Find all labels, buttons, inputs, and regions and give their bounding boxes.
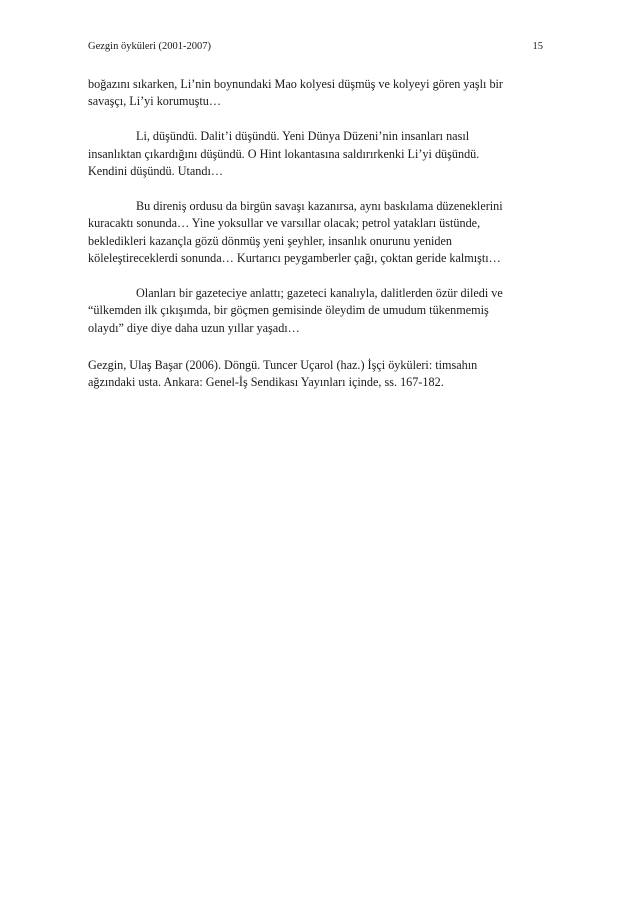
text-line: olaydı” diye diye daha uzun yıllar yaşadı… [88, 320, 300, 335]
text-line: “ülkemden ilk çıkışımda, bir göçmen gemisinde öleydim de umudum tükenmemiş [88, 303, 489, 318]
text-line: insanlıktan çıkardığını düşündü. O Hint lokantasına saldırırkenki Li’yi düşündü. [88, 146, 480, 161]
page-number: 15 [532, 41, 543, 52]
text-line: köleleştireceklerdi sonunda… Kurtarıcı peygamberler çağı, çoktan geride kalmıştı… [88, 251, 501, 266]
text-line: Olanları bir gazeteciye anlattı; gazeteci kanalıyla, dalitlerden özür diledi ve [136, 285, 503, 300]
text-line: savaşçı, Li’yi korumuştu… [88, 94, 222, 109]
story-body [88, 76, 548, 354]
reference-line: ağzındaki usta. Ankara: Genel-İş Sendikası Yayınları içinde, ss. 167-182. [88, 375, 444, 390]
running-title: Gezgin öyküleri (2001-2007) [88, 41, 212, 52]
text-line: Bu direniş ordusu da birgün savaşı kazanırsa, aynı baskılama düzeneklerini [136, 198, 503, 213]
bibliographic-reference [88, 357, 548, 392]
text-line: boğazını sıkarken, Li’nin boynundaki Mao kolyesi düşmüş ve kolyeyi gören yaşlı bir [88, 77, 503, 91]
text-line: bekledikleri kazançla gözü dönmüş yeni şeyhler, insanlık onurunu yeniden [88, 233, 453, 248]
text-line: kuracaktı sonunda… Yine yoksullar ve varsıllar olacak; petrol yatakları üstünde, [88, 216, 481, 231]
text-line: Li, düşündü. Dalit’i düşündü. Yeni Dünya Düzeni’nin insanları nasıl [136, 129, 470, 144]
paragraph [88, 128, 548, 180]
page-header [88, 40, 543, 54]
paragraph [88, 76, 548, 111]
paragraph [88, 285, 548, 337]
reference-line: Gezgin, Ulaş Başar (2006). Döngü. Tuncer Uçarol (haz.) İşçi öyküleri: timsahın [88, 358, 478, 372]
text-line: Kendini düşündü. Utandı… [88, 164, 224, 179]
paragraph [88, 198, 548, 268]
